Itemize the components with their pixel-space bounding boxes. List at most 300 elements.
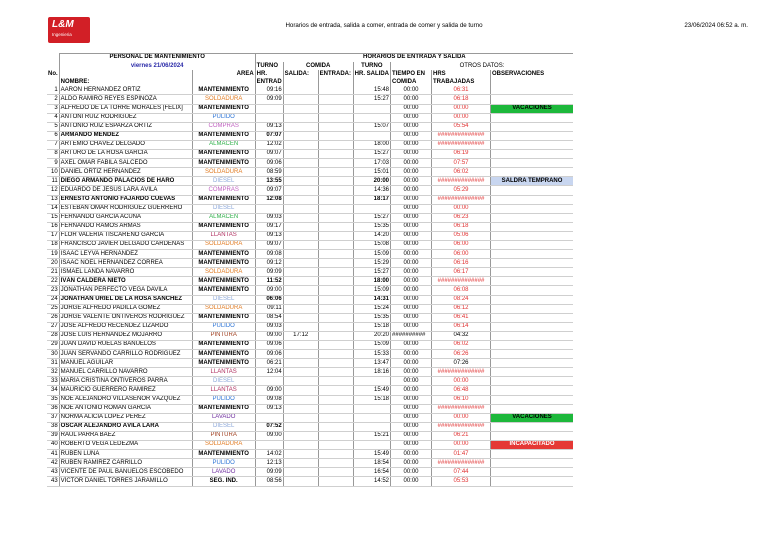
employee-name: DIEGO ARMANDO PALACIOS DE HARO (59, 177, 192, 186)
row-number: 43 (47, 468, 59, 477)
employee-area: SOLDADURA (192, 95, 255, 104)
hours-worked: 07:44 (432, 468, 491, 477)
employee-area: SOLDADURA (192, 240, 255, 249)
table-row (47, 213, 573, 222)
hours-worked: 06:18 (432, 222, 491, 231)
shift-exit-time: 20:00 (353, 177, 390, 186)
employee-area: MANTENIMIENTO (192, 359, 255, 368)
observation (491, 131, 574, 140)
shift-exit-time (353, 204, 390, 213)
employee-name: JONATHAN PERFECTO VEGA DAVILA (59, 286, 192, 295)
table-row (47, 140, 573, 149)
lunch-duration: 00:00 (391, 386, 432, 395)
row-number: 20 (47, 259, 59, 268)
lunch-duration: 00:00 (391, 95, 432, 104)
hours-worked: 06:16 (432, 259, 491, 268)
shift-entry-time: 11:52 (255, 277, 283, 286)
employee-name: RUBÉN LUNA (59, 450, 192, 459)
shift-entry-time (255, 204, 283, 213)
hours-worked: 06:10 (432, 395, 491, 404)
lunch-out-time (283, 468, 318, 477)
lunch-in-time (318, 368, 353, 377)
employee-name: MANUEL AGUILAR (59, 359, 192, 368)
row-number: 27 (47, 322, 59, 331)
header-row-1 (47, 54, 573, 63)
shift-entry-time: 09:09 (255, 268, 283, 277)
row-number: 21 (47, 268, 59, 277)
shift-exit-time: 15:49 (353, 386, 390, 395)
shift-exit-time: 15:35 (353, 313, 390, 322)
lunch-in-time (318, 140, 353, 149)
table-row (47, 386, 573, 395)
row-number: 14 (47, 204, 59, 213)
shift-entry-time: 09:08 (255, 250, 283, 259)
col-trabajadas-label: TRABAJADAS (433, 78, 475, 85)
lunch-in-time (318, 431, 353, 440)
shift-exit-time: 18:00 (353, 277, 390, 286)
lunch-in-time (318, 413, 353, 422)
observation (491, 386, 574, 395)
shift-exit-time: 15:18 (353, 322, 390, 331)
observation (491, 240, 574, 249)
employee-area: DIESEL (192, 204, 255, 213)
lunch-out-time (283, 95, 318, 104)
table-row (47, 368, 573, 377)
lunch-duration: 00:00 (391, 431, 432, 440)
shift-entry-time: 09:00 (255, 331, 283, 340)
hours-worked: 06:17 (432, 268, 491, 277)
shift-entry-time: 09:09 (255, 95, 283, 104)
employee-area: MANTENIMIENTO (192, 341, 255, 350)
employee-name: ANTONI RUÍZ RODRÍGUEZ (59, 113, 192, 122)
lunch-in-time (318, 168, 353, 177)
row-number: 37 (47, 413, 59, 422)
shift-exit-time (353, 422, 390, 431)
row-number: 9 (47, 159, 59, 168)
observation (491, 213, 574, 222)
lunch-out-time (283, 404, 318, 413)
lunch-duration: 00:00 (391, 131, 432, 140)
table-row (47, 150, 573, 159)
lunch-duration: 00:00 (391, 177, 432, 186)
col-entrad-label: ENTRAD (256, 78, 282, 85)
employee-area: PULIDO (192, 322, 255, 331)
lunch-in-time (318, 122, 353, 131)
observation (491, 150, 574, 159)
lunch-out-time (283, 341, 318, 350)
employee-name: ISAAC LEYVA HERNÁNDEZ (59, 250, 192, 259)
col-turno2-label: TURNO (361, 62, 383, 69)
observation (491, 186, 574, 195)
shift-exit-time: 15:18 (353, 395, 390, 404)
observation (491, 459, 574, 468)
observation (491, 231, 574, 240)
hours-worked: ############## (432, 422, 491, 431)
shift-entry-time: 08:59 (255, 168, 283, 177)
table-row (47, 395, 573, 404)
lunch-out-time (283, 277, 318, 286)
shift-entry-time: 06:06 (255, 295, 283, 304)
table-row (47, 431, 573, 440)
shift-entry-time: 09:00 (255, 386, 283, 395)
shift-exit-time: 15:27 (353, 95, 390, 104)
shift-exit-time (353, 131, 390, 140)
observation (491, 122, 574, 131)
hours-worked: 06:12 (432, 304, 491, 313)
observation (491, 404, 574, 413)
lunch-duration: 00:00 (391, 268, 432, 277)
hours-worked: 05:06 (432, 231, 491, 240)
employee-area: MANTENIMIENTO (192, 404, 255, 413)
hours-worked: 04:32 (432, 331, 491, 340)
lunch-out-time (283, 122, 318, 131)
shift-entry-time: 09:09 (255, 468, 283, 477)
page-header-title: Horarios de entrada, salida a comer, entrada de comer y salida de turno (285, 22, 483, 29)
lunch-out-time (283, 259, 318, 268)
lunch-duration: 00:00 (391, 377, 432, 386)
col-tiempo-label: TIEMPO EN (392, 70, 426, 77)
company-logo (48, 17, 90, 43)
observation (491, 468, 574, 477)
lunch-in-time (318, 186, 353, 195)
row-number: 18 (47, 240, 59, 249)
table-row (47, 331, 573, 340)
header-row-4 (47, 78, 573, 86)
shift-entry-time: 09:17 (255, 222, 283, 231)
row-number: 32 (47, 368, 59, 377)
lunch-duration: 00:00 (391, 113, 432, 122)
table-row (47, 313, 573, 322)
shift-exit-time (353, 413, 390, 422)
lunch-in-time (318, 359, 353, 368)
row-number: 8 (47, 150, 59, 159)
shift-exit-time: 15:09 (353, 341, 390, 350)
employee-area: MANTENIMIENTO (192, 286, 255, 295)
lunch-duration: 00:00 (391, 459, 432, 468)
employee-name: JUAN SERVANDO CARRILLO RODRÍGUEZ (59, 350, 192, 359)
hours-worked: 00:00 (432, 413, 491, 422)
lunch-duration: 00:00 (391, 350, 432, 359)
shift-entry-time: 09:00 (255, 286, 283, 295)
employee-name: JUAN DAVID RUELAS BAÑUELOS (59, 341, 192, 350)
shift-exit-time: 15:21 (353, 431, 390, 440)
employee-area: MANTENIMIENTO (192, 159, 255, 168)
col-salida-label: SALIDA: (284, 70, 310, 77)
lunch-out-time (283, 250, 318, 259)
shift-entry-time: 12:08 (255, 195, 283, 204)
hours-worked: 06:41 (432, 313, 491, 322)
schedule-body (47, 54, 573, 487)
observation: SALDRA TEMPRANO (491, 177, 574, 186)
hours-worked: 06:18 (432, 95, 491, 104)
employee-area: MANTENIMIENTO (192, 131, 255, 140)
col-hr-label: HR. (256, 70, 268, 77)
employee-area: ALMACÉN (192, 213, 255, 222)
row-number: 12 (47, 186, 59, 195)
shift-entry-time: 09:16 (255, 86, 283, 95)
observation (491, 286, 574, 295)
employee-name: FLOR VALERIA TISCAREÑO GARCÍA (59, 231, 192, 240)
lunch-duration: 00:00 (391, 450, 432, 459)
lunch-in-time (318, 177, 353, 186)
hours-worked: 00:00 (432, 204, 491, 213)
observation (491, 95, 574, 104)
lunch-out-time (283, 195, 318, 204)
lunch-in-time (318, 331, 353, 340)
table-row (47, 250, 573, 259)
hours-worked: 06:23 (432, 213, 491, 222)
observation (491, 140, 574, 149)
employee-area: LAVADO (192, 468, 255, 477)
shift-entry-time: 08:56 (255, 477, 283, 486)
lunch-duration: ########## (391, 331, 432, 340)
shift-exit-time: 17:03 (353, 159, 390, 168)
employee-name: ROBERTO VEGA LEDEZMA (59, 441, 192, 450)
shift-entry-time: 14:02 (255, 450, 283, 459)
lunch-out-time (283, 140, 318, 149)
logo-mark: L&M (52, 19, 74, 30)
shift-entry-time: 09:12 (255, 259, 283, 268)
employee-area: LAVADO (192, 413, 255, 422)
lunch-out-time (283, 131, 318, 140)
observation (491, 359, 574, 368)
lunch-duration: 00:00 (391, 159, 432, 168)
row-number: 40 (47, 441, 59, 450)
lunch-duration: 00:00 (391, 468, 432, 477)
shift-entry-time: 09:03 (255, 322, 283, 331)
employee-name: FRANCISCO JAVIER DELGADO CÁRDENAS (59, 240, 192, 249)
observation: INCAPACITADO (491, 441, 574, 450)
lunch-in-time (318, 304, 353, 313)
shift-exit-time: 18:00 (353, 140, 390, 149)
table-row (47, 277, 573, 286)
observation (491, 268, 574, 277)
observation (491, 431, 574, 440)
lunch-in-time (318, 286, 353, 295)
employee-area: MANTENIMIENTO (192, 222, 255, 231)
shift-entry-time: 09:06 (255, 350, 283, 359)
table-row (47, 104, 573, 113)
header-row-3 (47, 70, 573, 78)
hours-worked: 07:26 (432, 359, 491, 368)
hours-worked: 00:00 (432, 104, 491, 113)
table-row (47, 459, 573, 468)
lunch-in-time (318, 422, 353, 431)
observation (491, 113, 574, 122)
row-number: 1 (47, 86, 59, 95)
shift-exit-time (353, 104, 390, 113)
lunch-in-time (318, 450, 353, 459)
lunch-in-time (318, 95, 353, 104)
hours-worked: 06:21 (432, 431, 491, 440)
hours-worked: ############## (432, 459, 491, 468)
table-row (47, 341, 573, 350)
lunch-in-time (318, 113, 353, 122)
employee-area: DIESEL (192, 377, 255, 386)
shift-exit-time: 15:49 (353, 450, 390, 459)
lunch-duration: 00:00 (391, 150, 432, 159)
hours-worked: 06:02 (432, 168, 491, 177)
observation (491, 368, 574, 377)
lunch-duration: 00:00 (391, 295, 432, 304)
lunch-duration: 00:00 (391, 477, 432, 486)
employee-area: LLANTAS (192, 231, 255, 240)
shift-exit-time (353, 441, 390, 450)
shift-entry-time: 09:08 (255, 395, 283, 404)
table-row (47, 422, 573, 431)
lunch-duration: 00:00 (391, 168, 432, 177)
hours-worked: ############## (432, 140, 491, 149)
lunch-out-time (283, 231, 318, 240)
lunch-out-time (283, 413, 318, 422)
observation (491, 159, 574, 168)
shift-exit-time: 14:31 (353, 295, 390, 304)
lunch-out-time (283, 431, 318, 440)
lunch-out-time (283, 450, 318, 459)
lunch-duration: 00:00 (391, 195, 432, 204)
lunch-out-time (283, 159, 318, 168)
table-row (47, 477, 573, 486)
employee-name: ERNESTO ANTONIO FAJARDO CUEVAS (59, 195, 192, 204)
lunch-out-time (283, 441, 318, 450)
employee-name: IVÁN CALDERA NIETO (59, 277, 192, 286)
hours-worked: 06:08 (432, 286, 491, 295)
row-number: 24 (47, 295, 59, 304)
employee-name: EDUARDO DE JESÚS LARA ÁVILA (59, 186, 192, 195)
shift-exit-time: 15:09 (353, 250, 390, 259)
hours-worked: 06:00 (432, 250, 491, 259)
employee-area: ALMACÉN (192, 140, 255, 149)
row-number: 33 (47, 377, 59, 386)
employee-name: ARTEMIO CHÁVEZ DELGADO (59, 140, 192, 149)
table-row (47, 413, 573, 422)
lunch-out-time (283, 313, 318, 322)
row-number: 36 (47, 404, 59, 413)
shift-entry-time: 09:11 (255, 304, 283, 313)
lunch-in-time (318, 222, 353, 231)
row-number: 3 (47, 104, 59, 113)
lunch-out-time (283, 350, 318, 359)
lunch-in-time (318, 86, 353, 95)
employee-name: RUBÉN RAMÍREZ CARRILLO (59, 459, 192, 468)
observation (491, 277, 574, 286)
hours-worked: ############## (432, 195, 491, 204)
employee-name: DANIEL ORTÍZ HERNÁNDEZ (59, 168, 192, 177)
lunch-duration: 00:00 (391, 250, 432, 259)
logo-subtitle: Ingenieria (52, 32, 72, 37)
row-number: 17 (47, 231, 59, 240)
observation: VACACIONES (491, 104, 574, 113)
lunch-in-time (318, 159, 353, 168)
lunch-in-time (318, 341, 353, 350)
table-row (47, 131, 573, 140)
employee-name: ARTURO DE LA ROSA GARCÍA (59, 150, 192, 159)
hours-worked: ############## (432, 131, 491, 140)
shift-exit-time: 15:27 (353, 268, 390, 277)
hours-worked: 06:19 (432, 150, 491, 159)
hours-worked: 00:00 (432, 441, 491, 450)
shift-exit-time: 18:16 (353, 368, 390, 377)
col-hr-salida-label: HR. SALIDA (354, 70, 390, 77)
col-obs-label: OBSERVACIONES (492, 70, 545, 77)
employee-name: NORMA ALICIA LÓPEZ PÉREZ (59, 413, 192, 422)
observation (491, 422, 574, 431)
lunch-in-time (318, 459, 353, 468)
hours-worked: 00:00 (432, 377, 491, 386)
shift-exit-time (353, 404, 390, 413)
observation (491, 250, 574, 259)
employee-name: JORGE ALFREDO PADILLA GÓMEZ (59, 304, 192, 313)
shift-entry-time: 13:55 (255, 177, 283, 186)
lunch-out-time (283, 304, 318, 313)
lunch-out-time (283, 268, 318, 277)
shift-exit-time: 15:33 (353, 350, 390, 359)
lunch-in-time (318, 277, 353, 286)
lunch-in-time (318, 204, 353, 213)
lunch-duration: 00:00 (391, 277, 432, 286)
lunch-out-time (283, 322, 318, 331)
lunch-duration: 00:00 (391, 322, 432, 331)
row-number: 23 (47, 286, 59, 295)
table-row (47, 222, 573, 231)
table-row (47, 95, 573, 104)
row-number: 22 (47, 277, 59, 286)
shift-exit-time: 16:54 (353, 468, 390, 477)
employee-area: DIESEL (192, 177, 255, 186)
row-number: 11 (47, 177, 59, 186)
table-row (47, 322, 573, 331)
employee-name: JOSÉ ALFREDO RECENDEZ LIZARDO (59, 322, 192, 331)
shift-entry-time (255, 113, 283, 122)
employee-area: COMPRAS (192, 122, 255, 131)
shift-entry-time: 07:52 (255, 422, 283, 431)
table-row (47, 122, 573, 131)
hours-worked: ############## (432, 277, 491, 286)
hours-worked: 05:29 (432, 186, 491, 195)
shift-exit-time (353, 113, 390, 122)
lunch-out-time (283, 459, 318, 468)
col-comida-label: COMIDA (306, 62, 331, 69)
table-row (47, 159, 573, 168)
observation (491, 450, 574, 459)
employee-name: MARÍA CRISTINA ONTIVEROS PARRA (59, 377, 192, 386)
lunch-out-time (283, 477, 318, 486)
shift-exit-time: 14:20 (353, 231, 390, 240)
lunch-out-time (283, 168, 318, 177)
row-number: 15 (47, 213, 59, 222)
shift-exit-time: 15:27 (353, 150, 390, 159)
employee-area: LLANTAS (192, 368, 255, 377)
employee-area: MANTENIMIENTO (192, 86, 255, 95)
shift-exit-time: 14:36 (353, 186, 390, 195)
row-number: 28 (47, 331, 59, 340)
header-row-2 (47, 62, 573, 70)
shift-exit-time: 20:20 (353, 331, 390, 340)
employee-area: SOLDADURA (192, 168, 255, 177)
employee-name: VÍCTOR DANIEL TORRES JARAMILLO (59, 477, 192, 486)
lunch-duration: 00:00 (391, 222, 432, 231)
lunch-duration: 00:00 (391, 213, 432, 222)
employee-name: ARMANDO MÉNDEZ (59, 131, 192, 140)
lunch-in-time (318, 150, 353, 159)
employee-name: RAÚL PARRA BÁEZ (59, 431, 192, 440)
shift-entry-time: 09:06 (255, 159, 283, 168)
row-number: 29 (47, 341, 59, 350)
observation (491, 322, 574, 331)
lunch-in-time (318, 131, 353, 140)
shift-exit-time (353, 377, 390, 386)
lunch-in-time (318, 404, 353, 413)
